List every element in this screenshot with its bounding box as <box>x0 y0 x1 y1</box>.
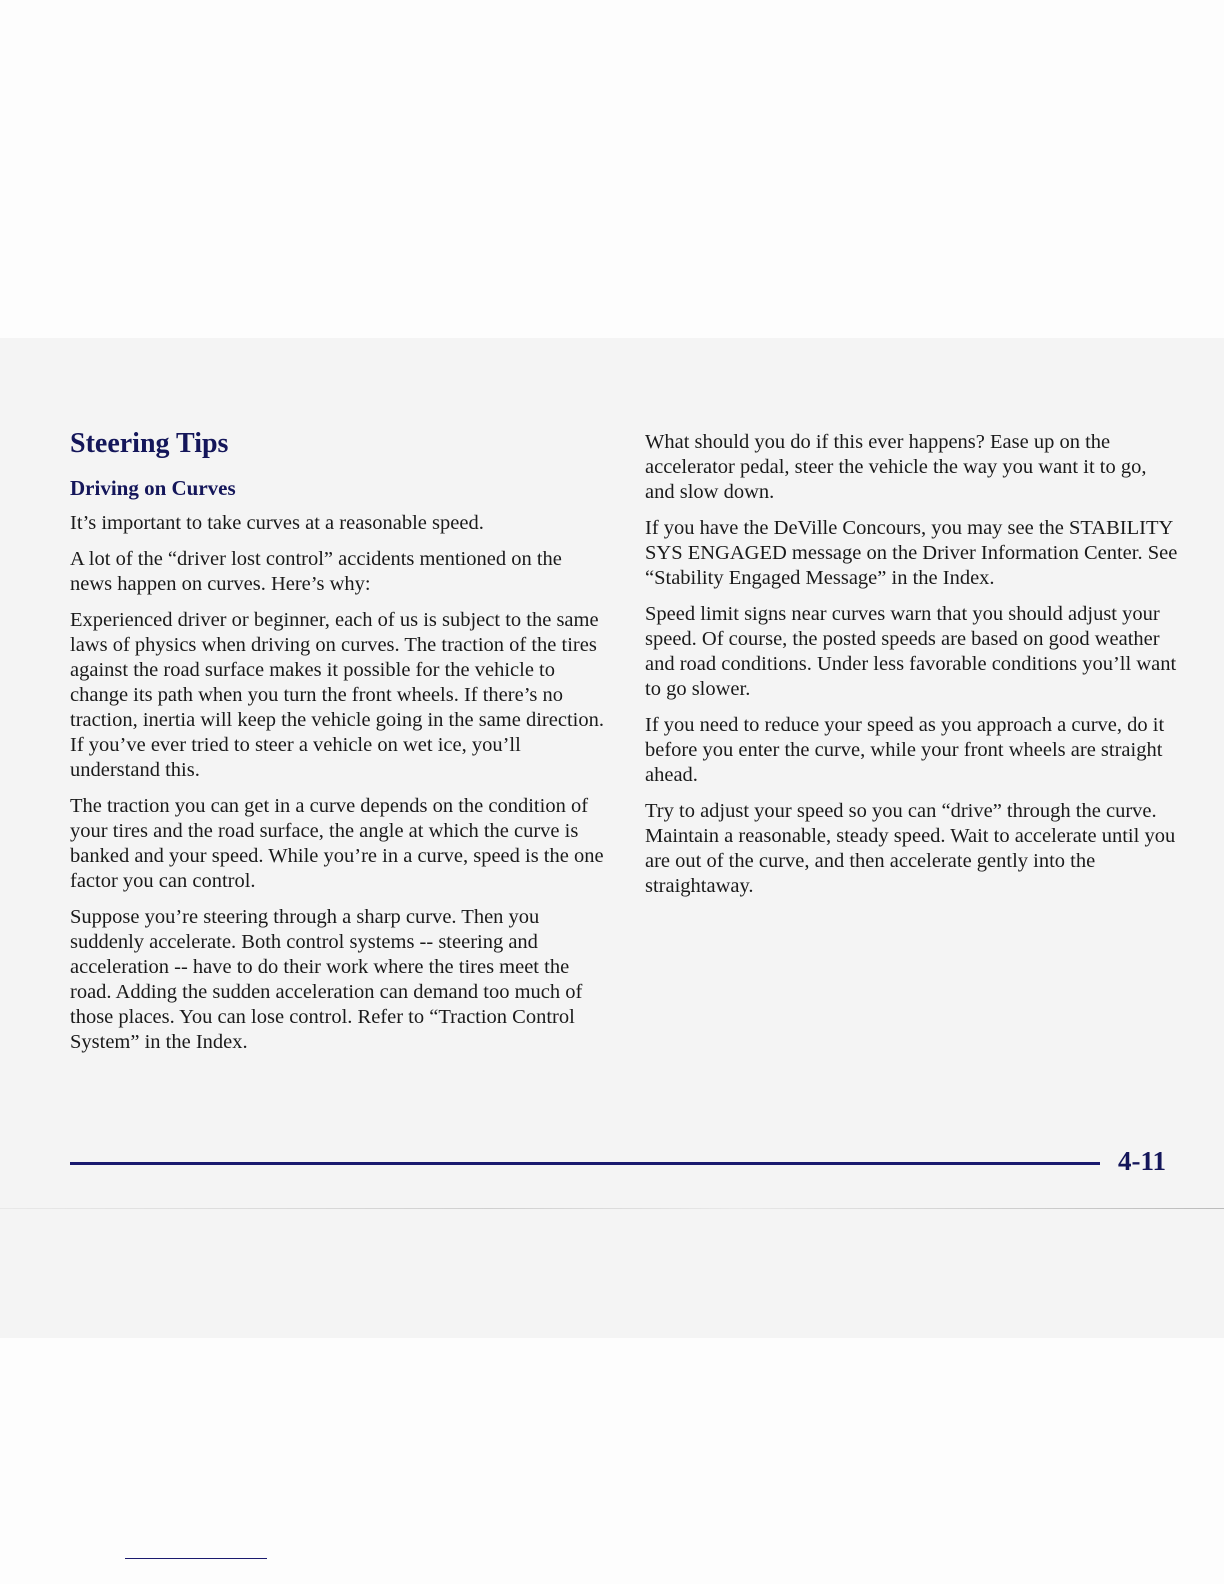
page-number: 4-11 <box>1118 1146 1167 1176</box>
paragraph: It’s important to take curves at a reasonable speed. <box>70 512 484 534</box>
paragraph: If you need to reduce your speed as you approach a curve, do it before you enter the curve, while your front wheels are straight ahead. <box>645 714 1165 786</box>
paragraph: Experienced driver or beginner, each of us is subject to the same laws of physics when driving on curves. The traction of the tires against the road surface makes it possible for the vehicle to change its path when you turn the front wheels. If there’s no traction, inertia will keep the vehicle going in the same direction. If you’ve ever tried to steer a vehicle on wet ice, you’ll understand this. <box>70 609 604 781</box>
paragraph: Speed limit signs near curves warn that you should adjust your speed. Of course, the posted speeds are based on good weather and road conditions. Under less favorable conditions you’ll want to go slower. <box>645 603 1177 700</box>
right-column <box>645 430 1180 910</box>
left-column <box>70 428 605 1066</box>
paragraph: Try to adjust your speed so you can “drive” through the curve. Maintain a reasonable, steady speed. Wait to accelerate until you are out of the curve, and then accelerate gently into the straightaway. <box>645 800 1176 897</box>
footer-rule <box>70 1162 1100 1165</box>
paragraph: The traction you can get in a curve depends on the condition of your tires and the road surface, the angle at which the curve is banked and your speed. While you’re in a curve, speed is the one factor you can control. <box>70 795 604 892</box>
bottom-mark-line <box>125 1558 267 1559</box>
section-title: Steering Tips <box>70 428 229 459</box>
section-subtitle: Driving on Curves <box>70 476 236 500</box>
paragraph: What should you do if this ever happens? Ease up on the accelerator pedal, steer the vehicle the way you want it to go, and slow down. <box>645 431 1147 503</box>
paragraph: A lot of the “driver lost control” accidents mentioned on the news happen on curves. Here’s why: <box>70 548 562 595</box>
paragraph: If you have the DeVille Concours, you may see the STABILITY SYS ENGAGED message on the Driver Information Center. See “Stability Engaged Message” in the Index. <box>645 517 1178 589</box>
page-edge-divider <box>0 1208 1224 1209</box>
paragraph: Suppose you’re steering through a sharp curve. Then you suddenly accelerate. Both control systems -- steering and acceleration -- have to do their work where the tires meet the road. Adding the sudden acceleration can demand too much of those places. You can lose control. Refer to “Traction Control System” in the Index. <box>70 906 583 1053</box>
